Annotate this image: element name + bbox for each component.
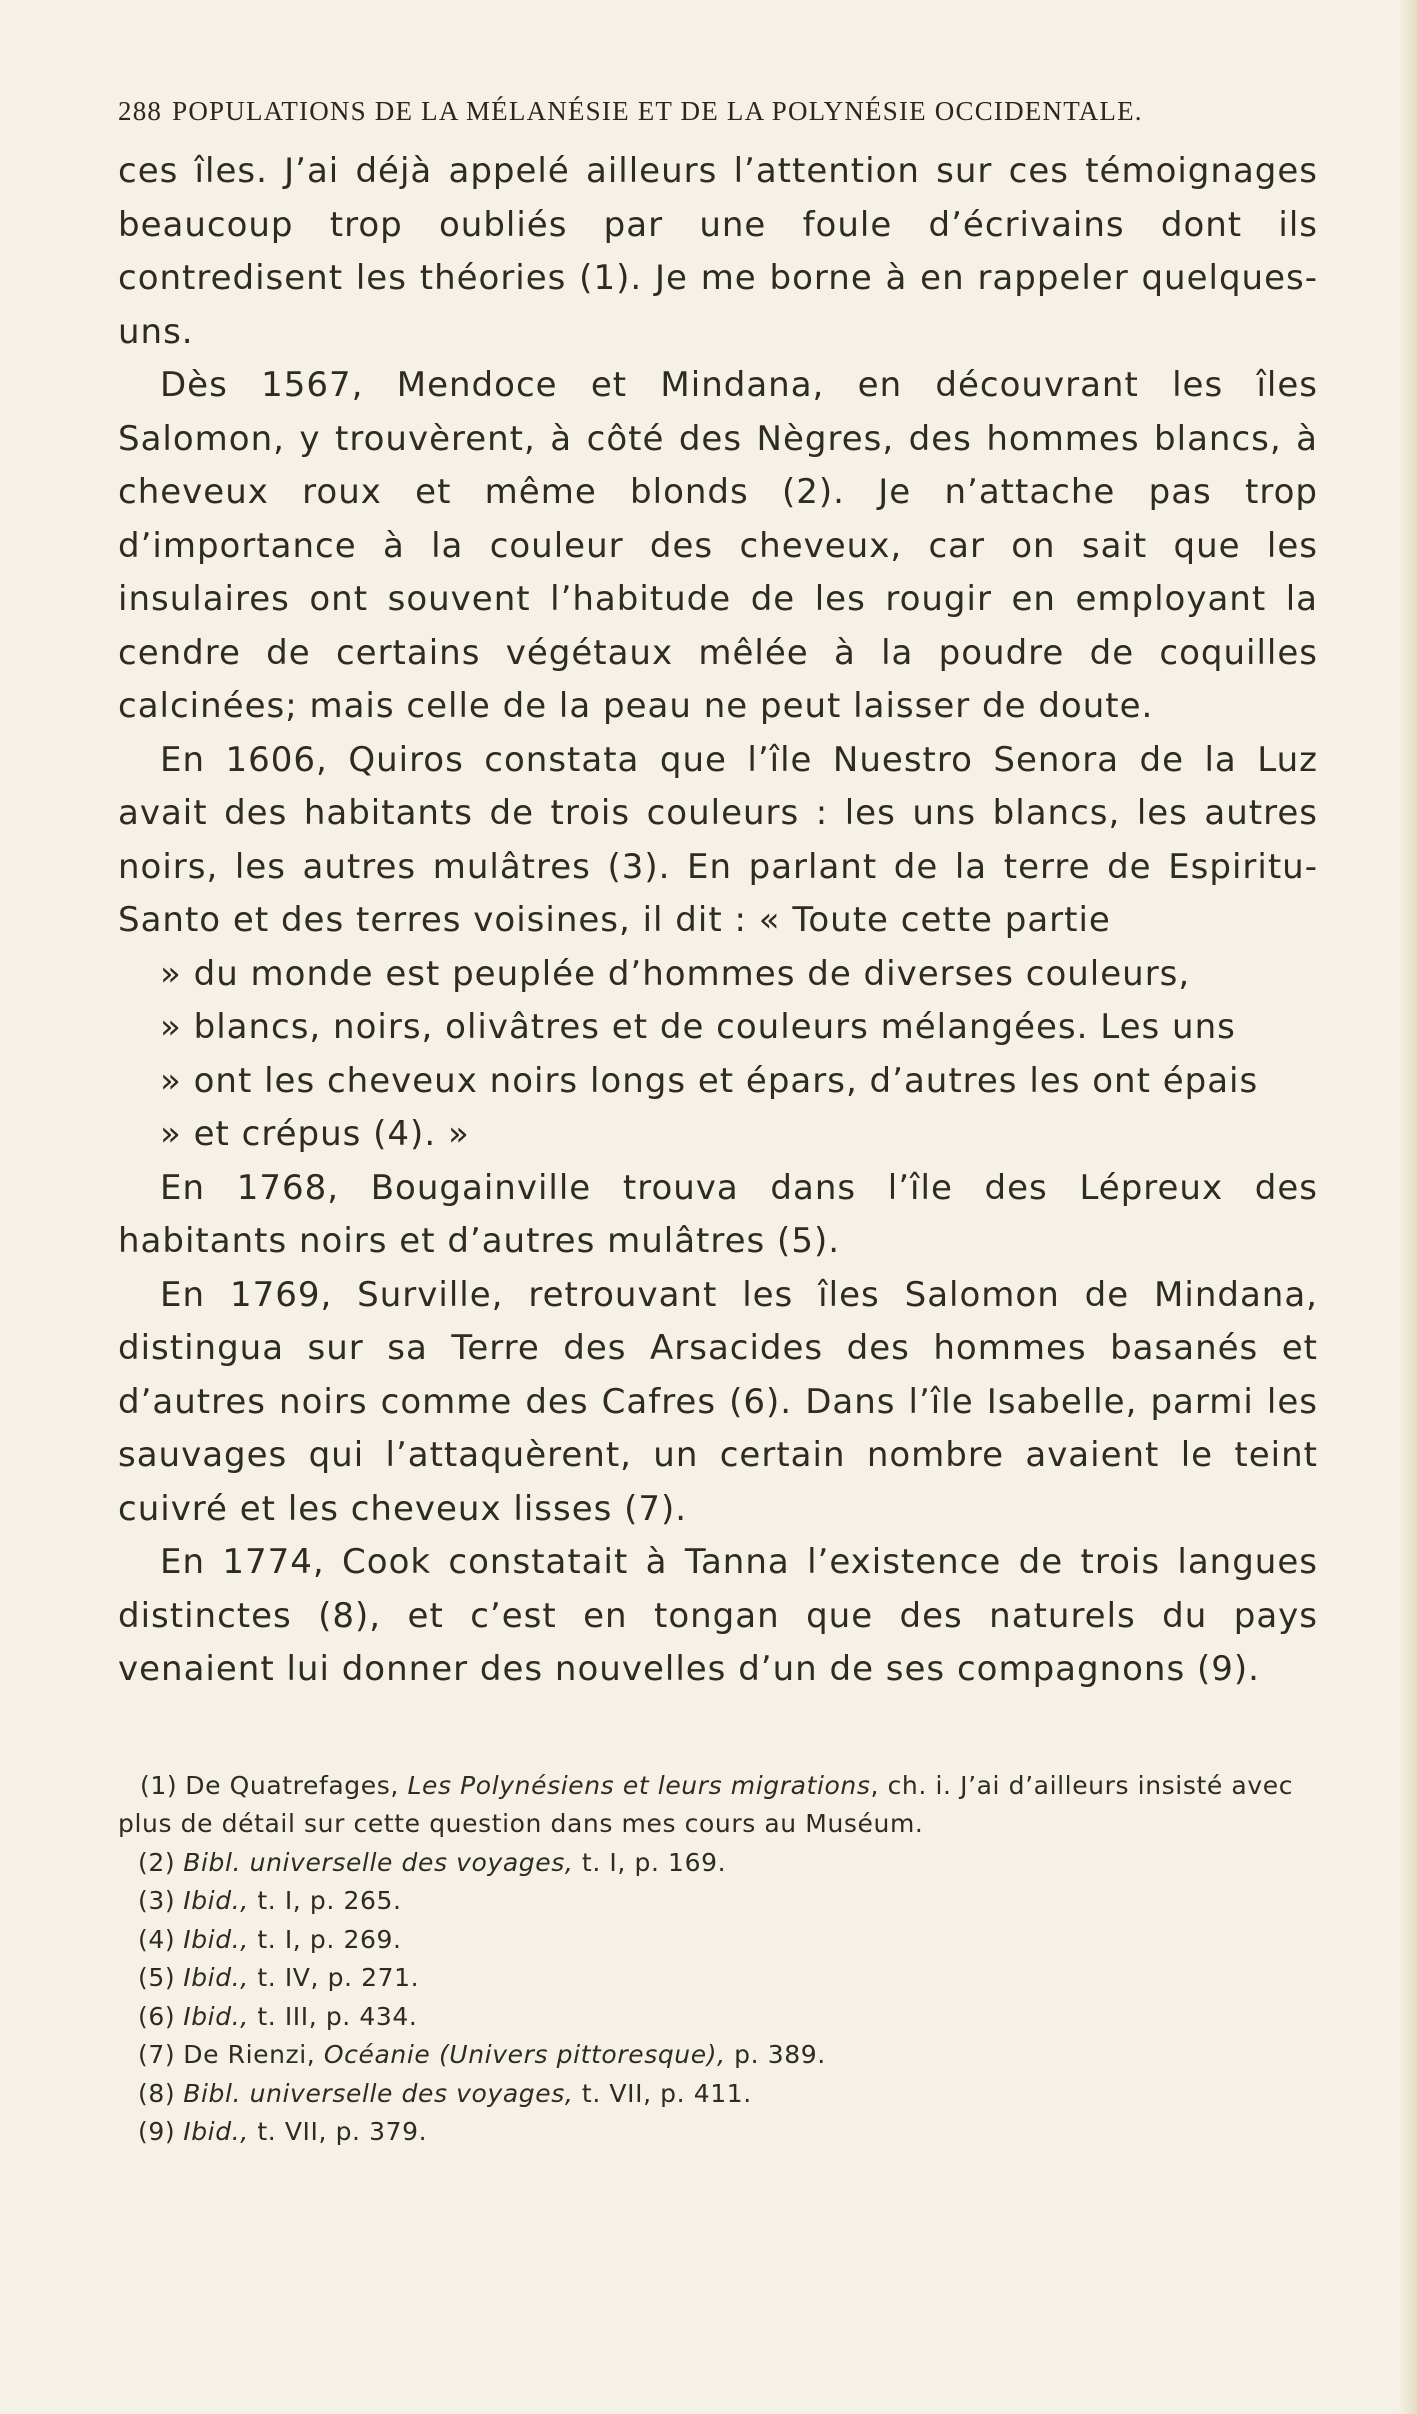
page-number: 288 [118, 96, 163, 126]
running-header [118, 96, 1318, 127]
running-title: POPULATIONS DE LA MÉLANÉSIE ET DE LA POLYNÉSIE OCCIDENTALE. [172, 96, 1143, 126]
paragraph-3 [118, 734, 1318, 1162]
quote-line-2: » blancs, noirs, olivâtres et de couleurs mélangées. Les uns [160, 1007, 1236, 1047]
footnote-6: (6) Ibid., t. III, p. 434. [138, 2001, 418, 2031]
footnote-8: (8) Bibl. universelle des voyages, t. VII, p. 411. [138, 2078, 752, 2108]
footnote-7: (7) De Rienzi, Océanie (Univers pittoresque), p. 389. [138, 2040, 826, 2069]
footnotes [118, 1767, 1318, 2152]
footnote-9: (9) Ibid., t. VII, p. 379. [138, 2117, 428, 2146]
page-edge-shadow [1399, 0, 1417, 2414]
paragraph-5: En 1769, Surville, retrouvant les îles Salomon de Mindana, distingua sur sa Terre des Arsacides des hommes basanés et d’autres noirs comme des Cafres (6). Dans l’île Isabelle, parmi les sauvages qui l’attaquèrent, un certain nombre avaient le teint cuivré et les cheveux lisses (7). [118, 1274, 1318, 1529]
footnote-5: (5) Ibid., t. IV, p. 271. [138, 1963, 420, 1992]
body-text [118, 145, 1318, 1697]
footnote-3: (3) Ibid., t. I, p. 265. [138, 1886, 402, 1915]
quote-line-3: » ont les cheveux noirs longs et épars, d’autres les ont épais [160, 1060, 1259, 1101]
paragraph-3-text: En 1606, Quiros constata que l’île Nuestro Senora de la Luz avait des habitants de trois couleurs : les uns blancs, les autres noirs, les autres mulâtres (3). En parlant de la terre de Espiritu-Santo et des terres voisines, il dit : « Toute cette partie [118, 739, 1318, 940]
paragraph-2: Dès 1567, Mendoce et Mindana, en découvrant les îles Salomon, y trouvèrent, à côté des Nègres, des hommes blancs, à cheveux roux et même blonds (2). Je n’attache pas trop d’importance à la couleur des cheveux, car on sait que les insulaires ont souvent l’habitude de les rougir en employant la cendre de certains végétaux mêlée à la poudre de coquilles calcinées; mais celle de la peau ne peut laisser de doute. [118, 365, 1318, 726]
paragraph-4: En 1768, Bougainville trouva dans l’île des Lépreux des habitants noirs et d’autres mulâtres (5). [118, 1167, 1318, 1261]
paragraph-1: ces îles. J’ai déjà appelé ailleurs l’attention sur ces témoignages beaucoup trop oubliés par une foule d’écrivains dont ils contredisent les théories (1). Je me borne à en rappeler quelques-uns. [118, 151, 1318, 352]
quote-line-4: » et crépus (4). » [160, 1114, 470, 1154]
footnote-4: (4) Ibid., t. I, p. 269. [138, 1924, 402, 1954]
footnote-1: (1) De Quatrefages, Les Polynésiens et leurs migrations, ch. i. J’ai d’ailleurs insisté avec plus de détail sur cette question dans mes cours au Muséum. [118, 1770, 1294, 1838]
paragraph-6: En 1774, Cook constatait à Tanna l’existence de trois langues distinctes (8), et c’est en tongan que des naturels du pays venaient lui donner des nouvelles d’un de ses compagnons (9). [118, 1542, 1318, 1689]
quote-line-1: » du monde est peuplée d’hommes de diverses couleurs, [160, 953, 1191, 994]
footnote-2: (2) Bibl. universelle des voyages, t. I, p. 169. [138, 1847, 727, 1877]
book-page [118, 96, 1318, 2152]
